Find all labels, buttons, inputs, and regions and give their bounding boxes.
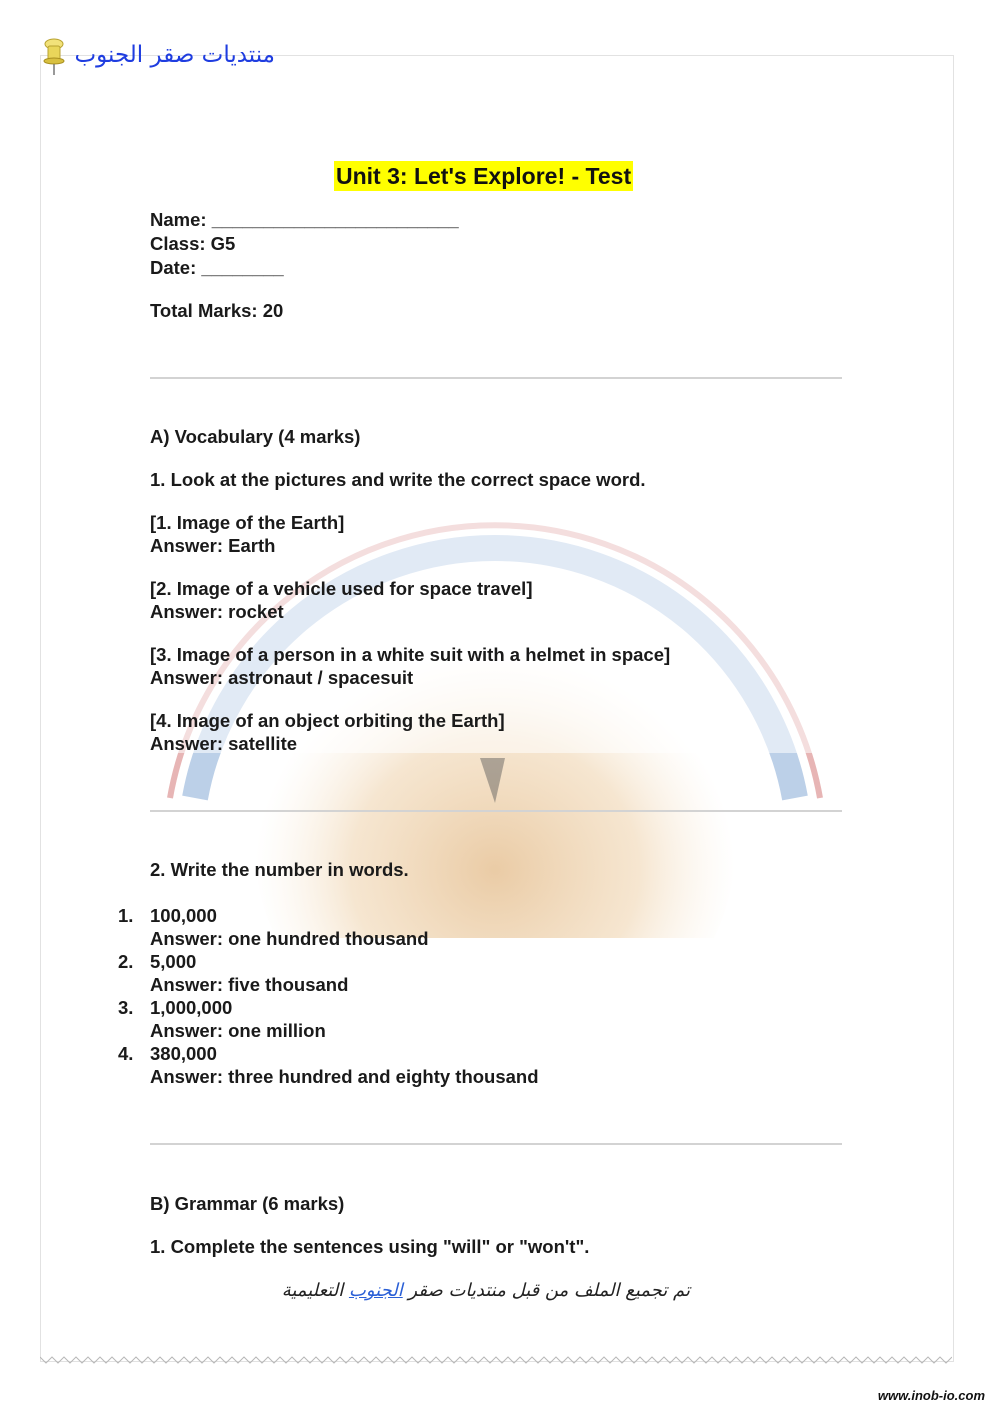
- list-marker: 2.: [118, 951, 134, 972]
- note-text: تم تجميع الملف من قبل منتديات صقر: [402, 1280, 690, 1301]
- test-title: Unit 3: Let's Explore! - Test: [336, 163, 632, 189]
- page-torn-edge: [40, 1355, 952, 1365]
- divider: [150, 1143, 842, 1145]
- section-heading-vocabulary: A) Vocabulary (4 marks): [150, 426, 361, 447]
- number-value: 100,000: [150, 905, 217, 926]
- forum-link[interactable]: الجنوب: [348, 1280, 403, 1301]
- question-instruction: 1. Look at the pictures and write the correct space word.: [150, 469, 646, 490]
- divider: [150, 810, 842, 812]
- vocab-prompt: [2. Image of a vehicle used for space travel]: [150, 578, 533, 599]
- list-marker: 3.: [118, 997, 134, 1018]
- section-heading-grammar: B) Grammar (6 marks): [150, 1193, 345, 1214]
- vocab-prompt: [1. Image of the Earth]: [150, 512, 345, 533]
- class-line: Class: G5: [150, 233, 236, 254]
- divider: [150, 377, 842, 379]
- compiled-by-note: [281, 1280, 690, 1301]
- number-value: 5,000: [150, 951, 197, 972]
- vocab-answer: Answer: Earth: [150, 535, 276, 556]
- list-marker: 1.: [118, 905, 134, 926]
- vocab-answer: Answer: satellite: [150, 733, 298, 754]
- question-instruction: 2. Write the number in words.: [150, 859, 409, 880]
- forum-name: منتديات صقر الجنوب: [74, 42, 275, 68]
- number-answer: Answer: three hundred and eighty thousand: [150, 1066, 539, 1087]
- date-field-line: Date: ________: [150, 257, 284, 278]
- vocab-answer: Answer: rocket: [150, 601, 284, 622]
- vocab-answer: Answer: astronaut / spacesuit: [150, 667, 414, 688]
- list-marker: 4.: [118, 1043, 134, 1064]
- vocab-prompt: [4. Image of an object orbiting the Earth]: [150, 710, 505, 731]
- name-field-line: Name: ________________________: [150, 209, 459, 230]
- number-answer: Answer: one hundred thousand: [150, 928, 429, 949]
- note-text: التعليمية: [281, 1280, 349, 1301]
- total-marks: Total Marks: 20: [150, 300, 284, 321]
- question-instruction: 1. Complete the sentences using "will" or "won't".: [150, 1236, 590, 1257]
- vocab-prompt: [3. Image of a person in a white suit with a helmet in space]: [150, 644, 671, 665]
- number-answer: Answer: one million: [150, 1020, 326, 1041]
- number-answer: Answer: five thousand: [150, 974, 349, 995]
- number-value: 380,000: [150, 1043, 217, 1064]
- site-url: www.inob-io.com: [877, 1388, 985, 1403]
- number-value: 1,000,000: [150, 997, 233, 1018]
